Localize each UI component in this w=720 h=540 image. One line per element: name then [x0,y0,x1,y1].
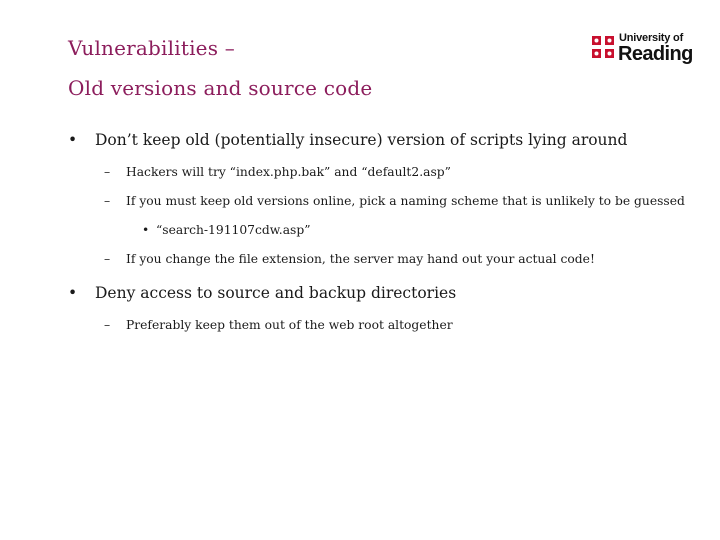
sub-bullet-text: Hackers will try “index.php.bak” and “default2.asp” [126,165,451,179]
sub-bullet-marker: – [104,165,111,179]
bullet-marker: • [68,131,78,149]
shield-icon [592,36,614,58]
sub-bullet-text: If you change the file extension, the server may hand out your actual code! [126,252,595,266]
slide-title [68,28,372,108]
sub-sub-bullet-marker: • [142,223,150,237]
title-line-2: Old versions and source code [68,76,373,100]
university-logo [592,30,692,66]
sub-bullet-marker: – [104,318,111,332]
logo-text-line-1: University of [619,32,684,44]
bullet-marker: • [68,284,78,302]
bullet-text: Don’t keep old (potentially insecure) version of scripts lying around [95,131,628,149]
title-line-1: Vulnerabilities – [68,36,235,60]
sub-bullet-text: Preferably keep them out of the web root altogether [126,318,453,332]
sub-bullet-marker: – [104,252,111,266]
logo-text-line-2: Reading [618,43,693,65]
sub-bullet-marker: – [104,194,111,208]
bullet-text: Deny access to source and backup directories [95,284,457,302]
sub-bullet-text: If you must keep old versions online, pick a naming scheme that is unlikely to be guessed [126,194,685,208]
sub-sub-bullet-text: “search-191107cdw.asp” [156,223,311,237]
